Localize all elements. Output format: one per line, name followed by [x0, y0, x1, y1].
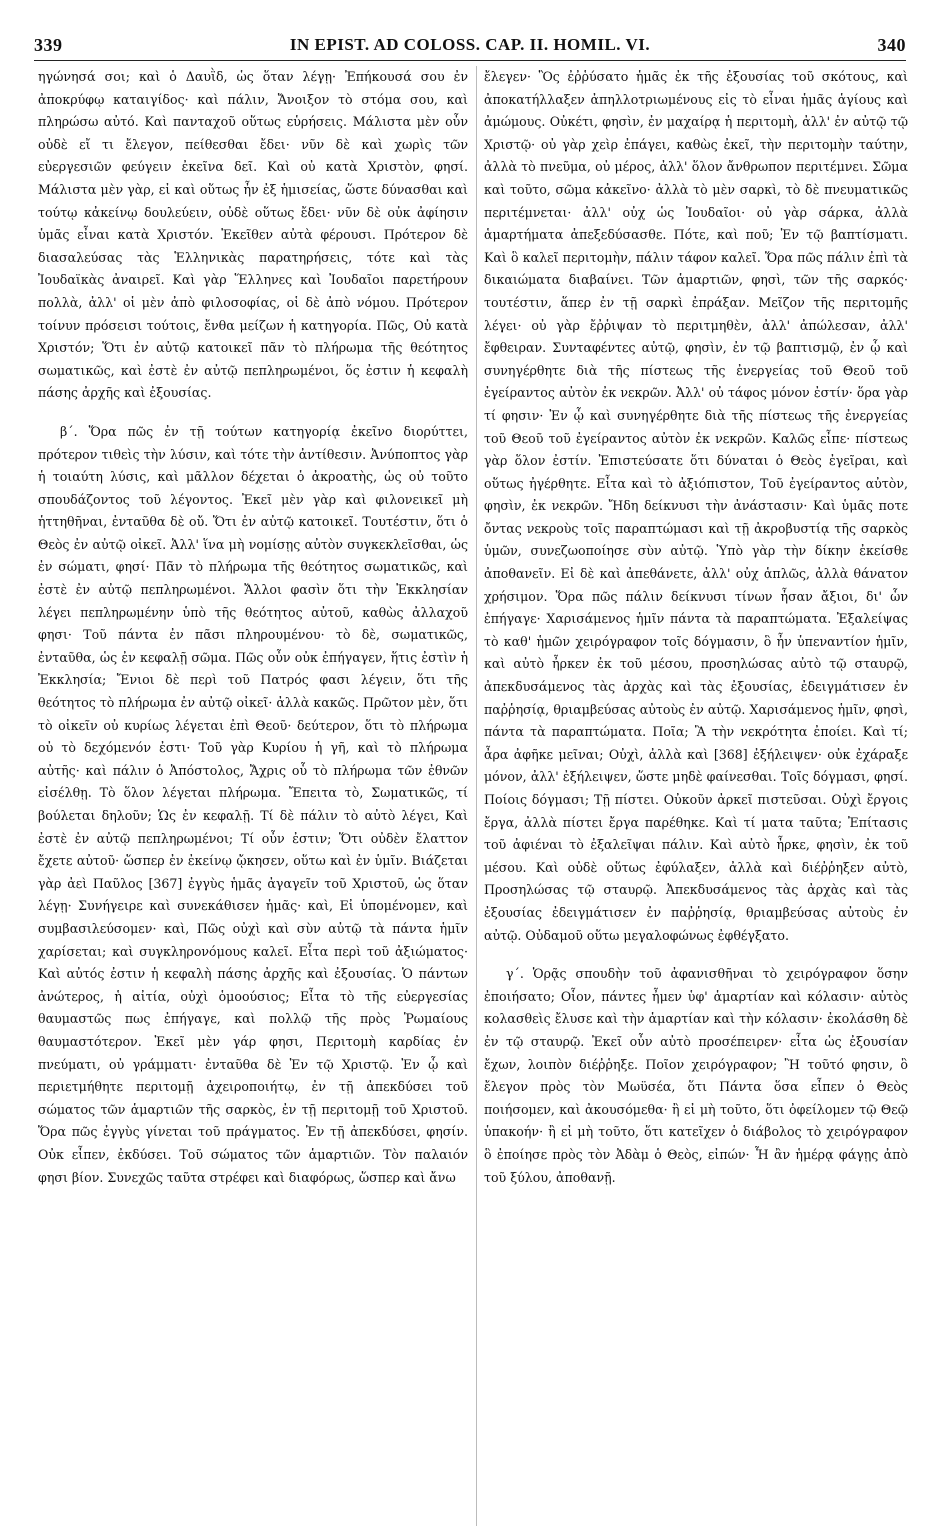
page-number-left: 339 [34, 34, 63, 55]
page-number-right: 340 [877, 34, 906, 55]
paragraph: ηγώνησά σοι; καὶ ὁ Δαυῒδ, ὡς ὅταν λέγῃ· Ἐπήκουσά σου ἐν ἀποκρύφῳ καταιγίδος· καὶ πάλιν, Ἄνοιξον τὸ στόμα σου, καὶ πληρώσω αὐτό. Καὶ πανταχοῦ οὕτως εὑρήσεις. Μάλιστα μὲν οὖν οὐδὲ εἴ τι ἔλεγον, πείθεσθαι ἔδει· νῦν δὲ καὶ χωρὶς τῶν εὐεργεσιῶν φεύγειν ἐκεῖνα δεῖ. Καὶ οὐ κατὰ Χριστὸν, φησί. Μάλιστα μὲν γὰρ, εἰ καὶ οὕτως ἦν ἐξ ἡμισείας, ὥστε δύνασθαι καὶ τούτῳ κἀκείνῳ δουλεύειν, οὐδὲ οὕτως ἔδει· νῦν δὲ οὐκ ἀφίησιν ὑμᾶς εἶναι κατὰ Χριστόν. Ἐκεῖθεν αὐτὰ φέρουσι. Πρότερον δὲ διασαλεύσας τὰς Ἑλληνικὰς παρατηρήσεις, τότε καὶ τὰς Ἰουδαϊκὰς ἀναιρεῖ. Καὶ γὰρ Ἕλληνες καὶ Ἰουδαῖοι παρετήρουν πολλὰ, ἀλλ' οἱ μὲν ἀπὸ φιλοσοφίας, οἱ δὲ ἀπὸ νόμου. Πρότερον τοίνυν πρόσεισι τούτοις, ἔνθα μείζων ἡ κατηγορία. Πῶς, Οὐ κατὰ Χριστόν; Ὅτι ἐν αὐτῷ κατοικεῖ πᾶν τὸ πλήρωμα τῆς θεότητος σωματικῶς, καὶ ἐστὲ ἐν αὐτῷ πεπληρωμένοι, ὅς ἐστιν ἡ κεφαλὴ πάσης ἀρχῆς καὶ ἐξουσίας. [38, 69, 468, 401]
running-header [34, 32, 906, 58]
left-column [38, 66, 468, 1526]
right-column [484, 66, 908, 1526]
paragraph-section-gamma: γ΄. Ὁρᾷς σπουδὴν τοῦ ἀφανισθῆναι τὸ χειρόγραφον ὅσην ἐποιήσατο; Οἷον, πάντες ἦμεν ὑφ' ἁμαρτίαν καὶ κόλασιν· αὐτὸς κολασθεὶς ἔλυσε καὶ τὴν ἁμαρτίαν καὶ τὴν κόλασιν· ἐκολάσθη δὲ ἐν τῷ σταυρῷ. Ἐκεῖ οὖν αὐτὸ προσέπειρεν· εἶτα ὡς ἐξουσίαν ἔχων, λοιπὸν διέῤῥηξε. Ποῖον χειρόγραφον; Ἢ τοῦτό φησιν, ὃ ἔλεγον πρὸς τὸν Μωϋσέα, ὅτι Πάντα ὅσα εἶπεν ὁ Θεὸς ποιήσομεν, καὶ ἀκουσόμεθα· ἢ εἰ μὴ τοῦτο, ὅτι ὀφείλομεν τῷ Θεῷ ὑπακοήν· ἢ εἰ μὴ τοῦτο, ὅτι κατεῖχεν ὁ διάβολος τὸ χειρόγραφον ὃ ἐποίησε πρὸς τὸν Ἀδὰμ ὁ Θεὸς, εἰπών· Ἧ ἂν ἡμέρᾳ φάγῃς ἀπὸ τοῦ ξύλου, ἀποθανῇ. [484, 966, 908, 1185]
paragraph-section-beta: β΄. Ὅρα πῶς ἐν τῇ τούτων κατηγορίᾳ ἐκεῖνο διορύττει, πρότερον τιθεὶς τὴν λύσιν, καὶ τότε τὴν ἀντίθεσιν. Ἀνύποπτος γὰρ ἡ τοιαύτη λύσις, καὶ μᾶλλον δέχεται ὁ ἀκροατὴς, ὡς οὐ τοῦτο σπουδάζοντος τοῦ λέγοντος. Ἐκεῖ μὲν γὰρ καὶ φιλονεικεῖ μὴ ἡττηθῆναι, ἐνταῦθα δὲ οὔ. Ὅτι ἐν αὐτῷ κατοικεῖ. Τουτέστιν, ὅτι ὁ Θεὸς ἐν αὐτῷ οἰκεῖ. Ἀλλ' ἵνα μὴ νομίσῃς αὐτὸν συγκεκλεῖσθαι, ὡς ἐν σώματι, φησί· Πᾶν τὸ πλήρωμα τῆς θεότητος σωματικῶς, καὶ ἐστὲ ἐν αὐτῷ πεπληρωμένοι. Ἄλλοι φασὶν ὅτι τὴν Ἐκκλησίαν λέγει πεπληρωμένην ὑπὸ τῆς θεότητος αὐτοῦ, καθὼς ἀλλαχοῦ φησι· Τοῦ πάντα ἐν πᾶσι πληρουμένου· τὸ δὲ, σωματικῶς, ἐνταῦθα, ὡς ἐν κεφαλῇ σῶμα. Πῶς οὖν οὐκ ἐπήγαγεν, ἥτις ἐστὶν ἡ Ἐκκλησία; Ἔνιοι δὲ περὶ τοῦ Πατρός φασι λέγειν, ὅτι τῆς θεότητος τὸ πλήρωμα ἐν αὐτῷ οἰκεῖ· ἀλλὰ κακῶς. Πρῶτον μὲν, ὅτι τὸ οἰκεῖν οὐ κυρίως λέγεται ἐπὶ Θεοῦ· δεύτερον, ὅτι τὸ πλήρωμα οὐ τὸ δεχόμενόν ἐστι· Τοῦ γὰρ Κυρίου ἡ γῆ, καὶ τὸ πλήρωμα αὐτῆς· καὶ πάλιν ὁ Ἀπόστολος, Ἄχρις οὗ τὸ πλήρωμα τῶν ἐθνῶν εἰσέλθῃ. Τὸ ὅλον λέγεται πλήρωμα. Ἔπειτα τὸ, Σωματικῶς, τί βούλεται δηλοῦν; Ὡς ἐν κεφαλῇ. Τί δὲ πάλιν τὸ αὐτὸ λέγει, Καὶ ἐστὲ ἐν αὐτῷ πεπληρωμένοι; Τί οὖν ἐστιν; Ὅτι οὐδὲν ἔλαττον ἔχετε αὐτοῦ· ὥσπερ ἐν ἐκείνῳ ᾤκησεν, οὕτω καὶ ἐν ὑμῖν. Βιάζεται γὰρ ἀεὶ Παῦλος [367] ἐγγὺς ἡμᾶς ἀγαγεῖν τοῦ Χριστοῦ, ὡς ὅταν λέγῃ· Συνήγειρε καὶ συνεκάθισεν ἡμᾶς· καὶ, Εἰ ὑπομένομεν, καὶ συμβασιλεύσομεν· καὶ, Πῶς οὐχὶ καὶ σὺν αὐτῷ τὰ πάντα ἡμῖν χαρίσεται; καὶ συγκληρονόμους καλεῖ. Εἶτα περὶ τοῦ ἀξιώματος· Καὶ αὐτός ἐστιν ἡ κεφαλὴ πάσης ἀρχῆς καὶ ἐξουσίας. Ὁ πάντων ἀνώτερος, ἡ αἰτία, οὐχὶ ὁμοούσιος; Εἶτα τὸ τῆς εὐεργεσίας θαυμαστῶς πως ἐπήγαγε, καὶ πολλῷ τῆς πρὸς Ῥωμαίους θαυμαστότερον. Ἐκεῖ μὲν γάρ φησι, Περιτομὴ καρδίας ἐν πνεύματι, οὐ γράμματι· ἐνταῦθα δὲ Ἐν τῷ Χριστῷ. Ἐν ᾧ καὶ περιετμήθητε περιτομῇ ἀχειροποιήτῳ, ἐν τῇ ἀπεκδύσει τοῦ σώματος τῶν ἁμαρτιῶν τῆς σαρκὸς, ἐν τῇ περιτομῇ τοῦ Χριστοῦ. Ὅρα πῶς ἐγγὺς γίνεται τοῦ πράγματος. Ἐν τῇ ἀπεκδύσει, φησίν. Οὐκ εἶπεν, ἐκδύσει. Τοῦ σώματος τῶν ἁμαρτιῶν. Τὸν παλαιόν φησι βίον. Συνεχῶς ταῦτα στρέφει καὶ διαφόρως, ὥσπερ καὶ ἄνω [38, 423, 468, 1185]
paragraph: ἔλεγεν· Ὃς ἐῤῥύσατο ἡμᾶς ἐκ τῆς ἐξουσίας τοῦ σκότους, καὶ ἀποκατήλλαξεν ἀπηλλοτριωμένους εἰς τὸ εἶναι ἡμᾶς ἁγίους καὶ ἀμώμους. Οὐκέτι, φησὶν, ἐν μαχαίρᾳ ἡ περιτομὴ, ἀλλ' ἐν αὐτῷ τῷ Χριστῷ· οὐ γὰρ χεὶρ ἐπάγει, καθὼς ἐκεῖ, τὴν περιτομὴν ταύτην, ἀλλὰ τὸ πνεῦμα, οὐ μέρος, ἀλλ' ὅλον ἄνθρωπον περιτέμνει. Σῶμα καὶ τοῦτο, σῶμα κἀκεῖνο· ἀλλὰ τὸ μὲν σαρκὶ, τὸ δὲ πνευματικῶς περιτέμνεται· ἀλλ' οὐχ ὡς Ἰουδαῖοι· οὐ γὰρ σάρκα, ἀλλὰ ἁμαρτήματα ἀπεξεδύσασθε. Πότε, καὶ ποῦ; Ἐν τῷ βαπτίσματι. Καὶ ὃ καλεῖ περιτομὴν, πάλιν τάφον καλεῖ. Ὅρα πῶς πάλιν ἐπὶ τὰ δικαιώματα διαβαίνει. Τῶν ἁμαρτιῶν, φησὶ, τῶν τῆς σαρκός· τουτέστιν, ἅπερ ἐν τῇ σαρκὶ ἐπράξαν. Μεῖζον τῆς περιτομῆς λέγει· οὐ γὰρ ἔῤῥιψαν τὸ περιτμηθὲν, ἀλλ' ἀπώλεσαν, ἀλλ' ἔφθειραν. Συνταφέντες αὐτῷ, φησὶν, ἐν τῷ βαπτισμῷ, ἐν ᾧ καὶ συνηγέρθητε διὰ τῆς πίστεως τῆς ἐνεργείας τοῦ Θεοῦ τοῦ ἐγείραντος αὐτὸν ἐκ νεκρῶν. Ἀλλ' οὐ τάφος μόνον ἐστίν· ὅρα γὰρ τί φησιν· Ἐν ᾧ καὶ συνηγέρθητε διὰ τῆς πίστεως τῆς ἐνεργείας τοῦ Θεοῦ τοῦ ἐγείραντος αὐτὸν ἐκ νεκρῶν. Καλῶς εἶπε· πίστεως γὰρ ὅλον ἐστίν. Ἐπιστεύσατε ὅτι δύναται ὁ Θεὸς ἐγεῖραι, καὶ οὕτως ἠγέρθητε. Εἶτα καὶ τὸ ἀξιόπιστον, Τοῦ ἐγείραντος αὐτὸν, φησὶν, ἐκ νεκρῶν. Ἤδη δείκνυσι τὴν ἀνάστασιν· Καὶ ὑμᾶς ποτε ὄντας νεκροὺς τοῖς παραπτώμασι καὶ τῇ ἀκροβυστίᾳ τῆς σαρκὸς ὑμῶν, συνεζωοποίησε σὺν αὐτῷ. Ὑπὸ γὰρ τὴν δίκην ἐκείσθε ἀποθανεῖν. Εἰ δὲ καὶ ἀπεθάνετε, ἀλλ' οὐχ ἁπλῶς, ἀλλὰ θάνατον χρήσιμον. Ὅρα πῶς πάλιν δείκνυσι τίνων ἦσαν ἄξιοι, δι' ὧν ἐπήγαγε· Χαρισάμενος ἡμῖν πάντα τὰ παραπτώματα. Ἐξαλείψας τὸ καθ' ἡμῶν χειρόγραφον τοῖς δόγμασιν, ὃ ἦν ὑπεναντίον ἡμῖν, καὶ αὐτὸ ἦρκεν ἐκ τοῦ μέσου, προσηλώσας αὐτὸ τῷ σταυρῷ, ἀπεκδυσάμενος τὰς ἀρχὰς καὶ τὰς ἐξουσίας, ἐδειγμάτισεν ἐν παῤῥησίᾳ, θριαμβεύσας αὐτοὺς ἐν αὐτῷ. Χαρισάμενος ἡμῖν, φησὶ, πάντα τὰ παραπτώματα. Ποῖα; Ἃ τὴν νεκρότητα ἐποίει. Καὶ τί; ἆρα ἀφῆκε μεῖναι; Οὐχὶ, ἀλλὰ καὶ [368] ἐξήλειψεν· οὐκ ἐχάραξε μόνον, ἀλλ' ἐξήλειψεν, ὥστε μηδὲ φαίνεσθαι. Τοῖς δόγμασι, φησί. Ποίοις δόγμασι; Τῇ πίστει. Οὐκοῦν ἀρκεῖ πιστεῦσαι. Οὐχὶ ἔργοις ἔργα, ἀλλὰ πίστει ἔργα παρέθηκε. Καὶ τί ματα ταῦτα; Ἐπίτασις τοῦ ἀφιέναι τὸ ἐξαλεῖψαι πάλιν. Καὶ αὐτὸ ἦρκε, φησὶν, ἐκ τοῦ μέσου. Καὶ οὐδὲ οὕτως ἐφύλαξεν, ἀλλὰ καὶ διέῤῥηξεν αὐτὸ, Προσηλώσας τῷ σταυρῷ. Ἀπεκδυσάμενος τὰς ἀρχὰς καὶ τὰς ἐξουσίας ἐδειγμάτισεν ἐν παῤῥησίᾳ, θριαμβεύσας αὐτοὺς ἐν αὐτῷ. Οὐδαμοῦ οὕτω μεγαλοφώνως ἐφθέγξατο. [484, 69, 908, 943]
header-rule [34, 60, 906, 61]
column-divider [476, 66, 477, 1526]
running-title: IN EPIST. AD COLOSS. CAP. II. HOMIL. VI. [289, 35, 651, 54]
